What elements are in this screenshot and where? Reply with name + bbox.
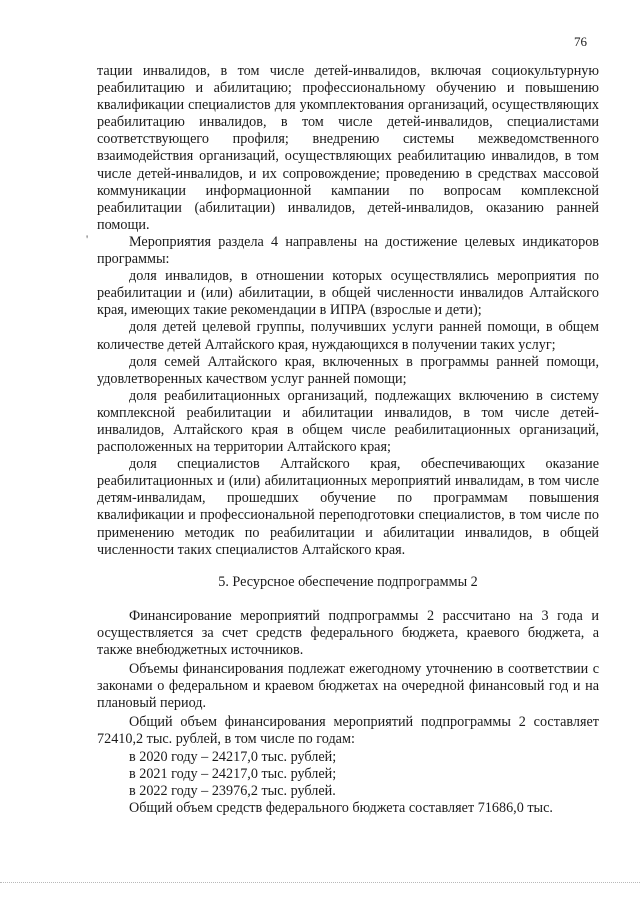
paragraph: тации инвалидов, в том числе детей-инвалидов, включая социокультурную реабилитацию и абилитацию; профессиональному обучению и повышению квалификации специалистов для укомплектования организаций, осуществляющих реабилитацию инвалидов, в том числе детей-инвалидов, специалистами соответствующего профиля; внедрению системы межведомственного взаимодействия организаций, осуществляющих реабилитацию инвалидов, в том числе детей-инвалидов, и их сопровождение; проведению в средствах массовой коммуникации информационной кампании по вопросам комплексной реабилитации (абилитации) инвалидов, детей-инвалидов, оказанию ранней помощи. <box>97 63 599 233</box>
year-line: в 2020 году – 24217,0 тыс. рублей; <box>129 748 337 765</box>
section-heading: 5. Ресурсное обеспечение подпрограммы 2 <box>218 573 478 590</box>
page-number: 76 <box>574 34 587 49</box>
indicator-item: доля семей Алтайского края, включенных в программы ранней помощи, удовлетворенных качеством услуг ранней помощи; <box>97 353 599 387</box>
indicator-item: доля специалистов Алтайского края, обеспечивающих оказание реабилитационных и (или) абилитационных мероприятий инвалидам, в том числе детям-инвалидам, прошедших обучение по программам повышения квалификации и профессиональной переподготовки специалистов, в том числе по применению методик по реабилитации и абилитации инвалидов, в общей численности таких специалистов Алтайского края. <box>97 456 599 558</box>
scan-mark-icon: ' <box>86 232 89 246</box>
indicator-item: доля детей целевой группы, получивших услуги ранней помощи, в общем количестве детей Алтайского края, нуждающихся в получении таких услуг; <box>97 319 599 353</box>
paragraph: Объемы финансирования подлежат ежегодному уточнению в соответствии с законами о федеральном и краевом бюджетах на очередной финансовый год и на плановый период. <box>97 661 599 712</box>
paragraph: Финансирование мероприятий подпрограммы 2 рассчитано на 3 года и осуществляется за счет средств федерального бюджета, краевого бюджета, а также внебюджетных источников. <box>97 607 599 658</box>
indicator-item: доля реабилитационных организаций, подлежащих включению в систему комплексной реабилитации и абилитации инвалидов, в том числе детей-инвалидов, Алтайского края в общем числе реабилитационных организаций, расположенных на территории Алтайского края; <box>97 387 599 456</box>
paragraph-last-line: Общий объем средств федерального бюджета составляет 71686,0 тыс. <box>129 799 553 816</box>
year-line: в 2021 году – 24217,0 тыс. рублей; <box>129 765 337 782</box>
paragraph: Мероприятия раздела 4 направлены на достижение целевых индикаторов программы: <box>97 233 599 268</box>
document-body <box>97 63 599 817</box>
paragraph: Общий объем финансирования мероприятий подпрограммы 2 составляет 72410,2 тыс. рублей, в том числе по годам: <box>97 714 599 748</box>
indicator-item: доля инвалидов, в отношении которых осуществлялись мероприятия по реабилитации и (или) абилитации, в общей численности инвалидов Алтайского края, имеющих такие рекомендации в ИПРА (взрослые и дети); <box>97 268 599 319</box>
scan-noise-line <box>0 882 640 887</box>
year-line: в 2022 году – 23976,2 тыс. рублей. <box>129 782 336 799</box>
